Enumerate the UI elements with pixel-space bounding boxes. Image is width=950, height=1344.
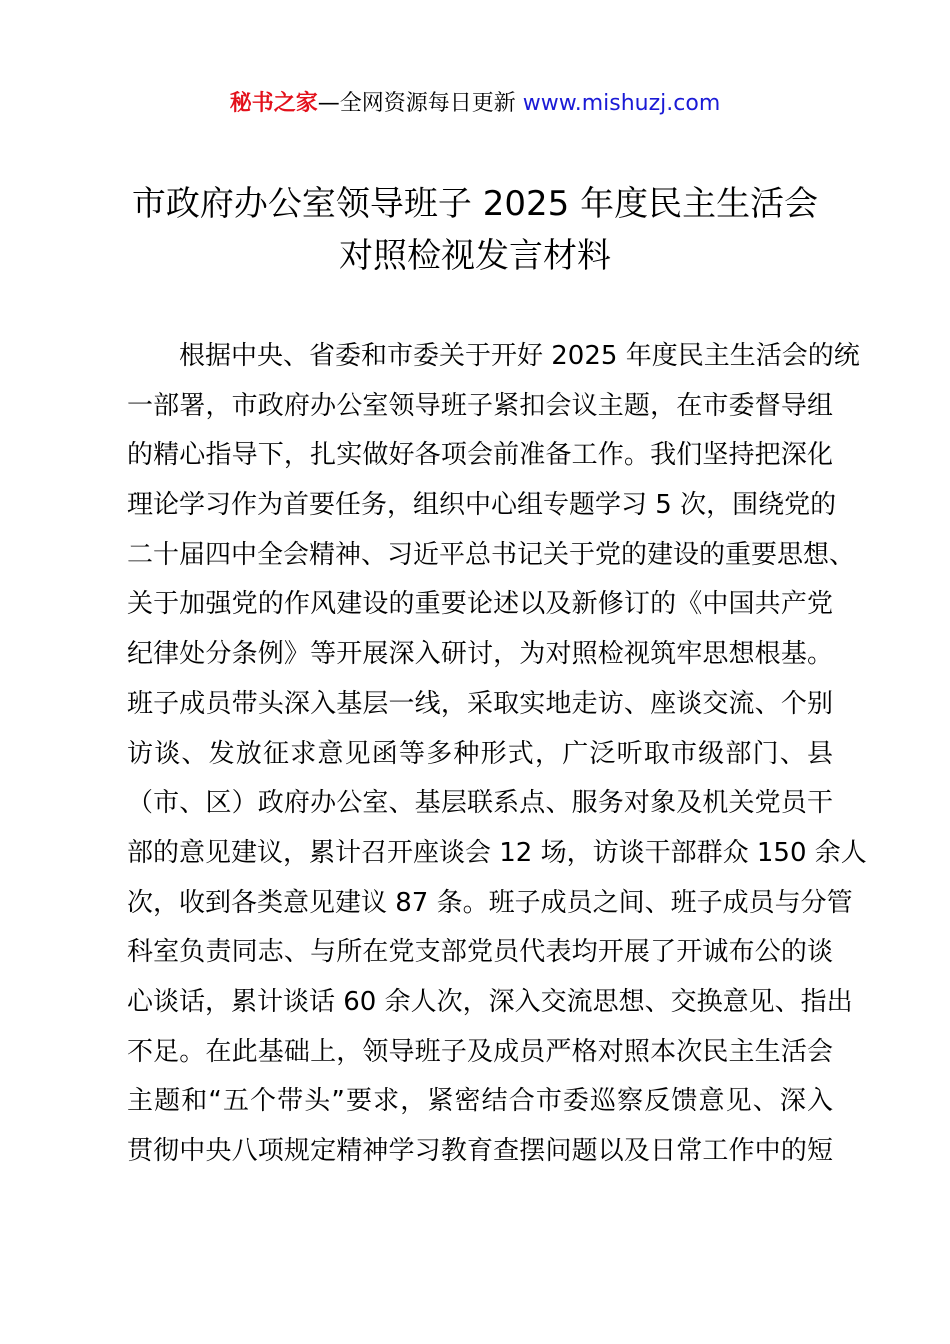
body-line: 班子成员带头深入基层一线，采取实地走访、座谈交流、个别 [127,688,833,719]
body-line: 关于加强党的作风建设的重要论述以及新修订的《中国共产党 [127,589,833,620]
body-line: 部的意见建议，累计召开座谈会 12 场，访谈干部群众 150 余人 [127,837,867,868]
document-title [0,178,950,282]
body-line: 一部署，市政府办公室领导班子紧扣会议主题，在市委督导组 [127,390,833,421]
body-line: 次，收到各类意见建议 87 条。班子成员之间、班子成员与分管 [127,887,853,918]
body-line: 的精心指导下，扎实做好各项会前准备工作。我们坚持把深化 [127,440,833,471]
body-line: 贯彻中央八项规定精神学习教育查摆问题以及日常工作中的短 [127,1136,833,1166]
site-header [0,88,950,120]
site-url-link[interactable]: www.mishuzj.com [522,91,721,116]
body-line: 主题和“五个带头”要求，紧密结合市委巡察反馈意见、深入 [127,1086,833,1117]
document-body [127,332,867,1177]
body-line: 不足。在此基础上，领导班子及成员严格对照本次民主生活会 [127,1036,833,1067]
body-line: 心谈话，累计谈话 60 余人次，深入交流思想、交换意见、指出 [127,986,853,1017]
body-line: 根据中央、省委和市委关于开好 2025 年度民主生活会的统 [179,341,860,371]
title-line: 对照检视发言材料 [339,236,611,276]
header-tagline: —全网资源每日更新 [317,91,523,116]
body-line: 二十届四中全会精神、习近平总书记关于党的建设的重要思想、 [127,539,856,570]
brand-name: 秘书之家 [229,91,318,116]
body-line: 理论学习作为首要任务，组织中心组专题学习 5 次，围绕党的 [127,490,837,521]
title-line: 市政府办公室领导班子 2025 年度民主生活会 [131,184,819,224]
body-line: 访谈、发放征求意见函等多种形式，广泛听取市级部门、县 [127,738,833,769]
body-line: （市、区）政府办公室、基层联系点、服务对象及机关党员干 [127,788,833,819]
body-line: 纪律处分条例》等开展深入研讨，为对照检视筑牢思想根基。 [127,639,833,670]
body-line: 科室负责同志、与所在党支部党员代表均开展了开诚布公的谈 [127,937,833,968]
